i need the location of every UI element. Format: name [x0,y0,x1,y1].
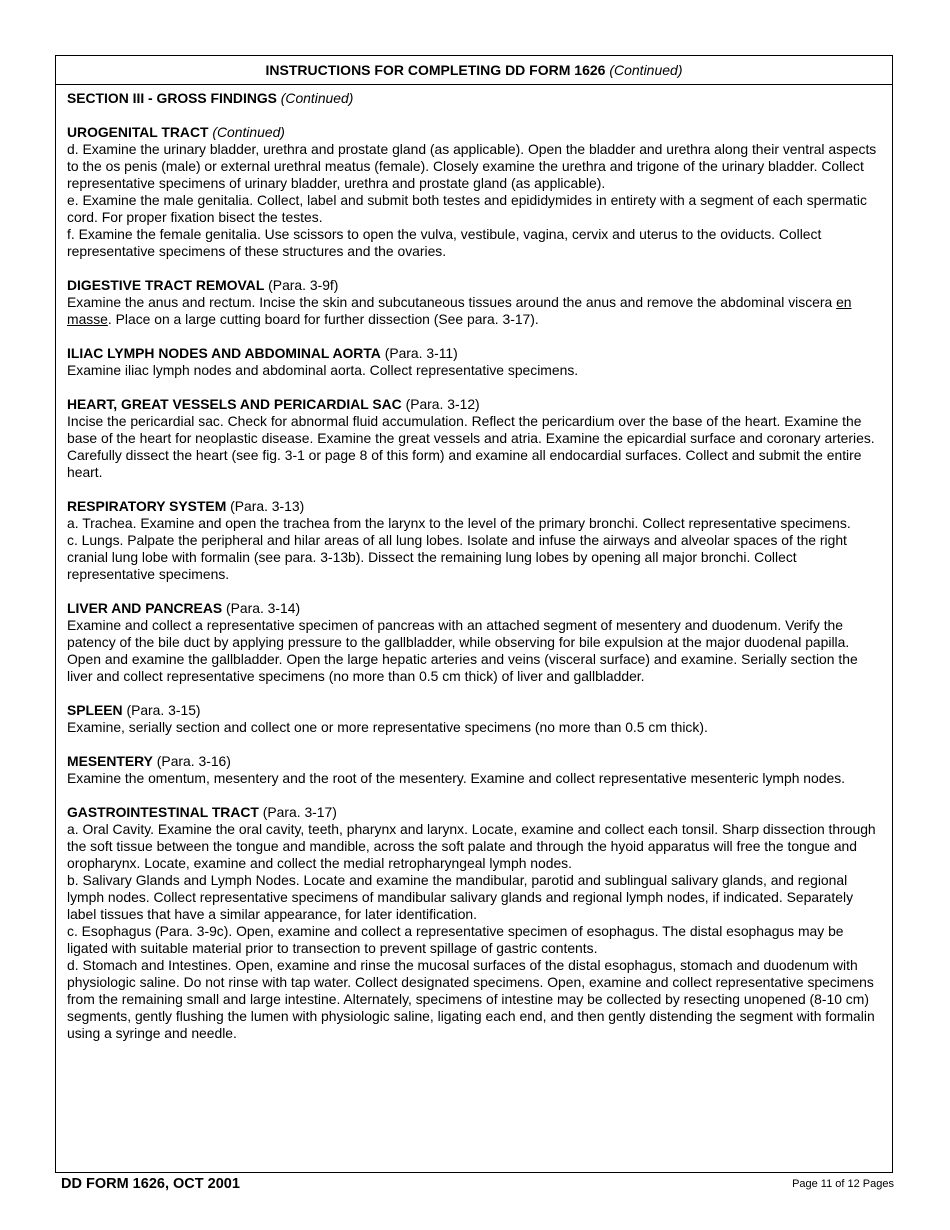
section-iliac [67,345,881,379]
gi-item-d: d. Stomach and Intestines. Open, examine and rinse the mucosal surfaces of the distal esophagus, stomach and duodenum with physiologic saline. Do not rinse with tap water. Collect designated specimens. Open, examine and collect representative specimens from the remaining small and large intestine. Alternately, specimens of intestine may be collected by resecting unopened (8-10 cm) segments, gently flushing the lumen with physiologic saline, ligating each end, and then gently distending the segment with formalin using a syringe and needle. [67,957,875,1041]
mesentery-title: MESENTERY [67,753,153,769]
heart-para: (Para. 3-12) [405,396,480,412]
section-urogenital [67,124,881,260]
spleen-title: SPLEEN [67,702,123,718]
liver-text: Examine and collect a representative specimen of pancreas with an attached segment of mesentery and duodenum. Verify the patency of the bile duct by applying pressure to the gallbladder, while observing for bile expulsion at the major duodenal papilla. Open and examine the gallbladder. Open the large hepatic arteries and veins (visceral surface) and examine. Serially section the liver and collect representative specimens (no more than 0.5 cm thick) of liver and gallbladder. [67,617,858,684]
urogenital-title: UROGENITAL TRACT [67,124,209,140]
iliac-text: Examine iliac lymph nodes and abdominal aorta. Collect representative specimens. [67,362,579,378]
gi-title: GASTROINTESTINAL TRACT [67,804,259,820]
gi-item-a: a. Oral Cavity. Examine the oral cavity, teeth, pharynx and larynx. Locate, examine and collect each tonsil. Sharp dissection through the soft tissue between the tongue and mandible, across the soft palate and through the hyoid apparatus will free the tongue and oropharynx. Locate, examine and collect the medial retropharyngeal lymph nodes. [67,821,876,871]
respiratory-title: RESPIRATORY SYSTEM [67,498,227,514]
digestive-text-after: . Place on a large cutting board for further dissection (See para. 3-17). [107,311,539,327]
digestive-title: DIGESTIVE TRACT REMOVAL [67,277,265,293]
form-title-continued: (Continued) [609,62,683,78]
form-id: DD FORM 1626, OCT 2001 [61,1176,240,1192]
gi-item-b: b. Salivary Glands and Lymph Nodes. Locate and examine the mandibular, parotid and sublingual salivary glands, and regional lymph nodes. Collect representative specimens of mandibular salivary glands and regional lymph nodes, if indicated. Separately label tissues that have a similar appearance, for later identification. [67,872,854,922]
form-title-text: INSTRUCTIONS FOR COMPLETING DD FORM 1626 [265,62,606,78]
urogenital-continued: (Continued) [212,124,285,140]
urogenital-item-e: e. Examine the male genitalia. Collect, label and submit both testes and epididymides in entirety with a segment of each spermatic cord. For proper fixation bisect the testes. [67,192,867,225]
section-mesentery [67,753,881,787]
iliac-title: ILIAC LYMPH NODES AND ABDOMINAL AORTA [67,345,381,361]
liver-para: (Para. 3-14) [225,600,301,616]
section-heart [67,396,881,481]
section-iii-heading [67,90,881,107]
mesentery-text: Examine the omentum, mesentery and the root of the mesentery. Examine and collect representative mesenteric lymph nodes. [67,770,846,786]
section-title: SECTION III - GROSS FINDINGS [67,90,277,106]
section-gi [67,804,881,1042]
gi-item-c: c. Esophagus (Para. 3-9c). Open, examine and collect a representative specimen of esophagus. The distal esophagus may be ligated with suitable material prior to transection to prevent spillage of gastric contents. [67,923,844,956]
respiratory-item-a: a. Trachea. Examine and open the trachea from the larynx to the level of the primary bronchi. Collect representative specimens. [67,515,851,531]
urogenital-item-f: f. Examine the female genitalia. Use scissors to open the vulva, vestibule, vagina, cervix and uterus to the oviducts. Collect representative specimens of these structures and the ovaries. [67,226,822,259]
section-digestive [67,277,881,328]
digestive-text-before: Examine the anus and rectum. Incise the skin and subcutaneous tissues around the anus and remove the abdominal viscera [67,294,837,310]
form-box [55,55,893,1173]
section-spleen [67,702,881,736]
heart-text: Incise the pericardial sac. Check for abnormal fluid accumulation. Reflect the pericardium over the base of the heart. Examine the base of the heart for neoplastic disease. Examine the great vessels and atria. Examine the epicardial surface and coronary arteries. Carefully dissect the heart (see fig. 3-1 or page 8 of this form) and examine all endocardial surfaces. Collect and submit the entire heart. [67,413,875,480]
digestive-text [67,294,881,328]
spleen-text: Examine, serially section and collect one or more representative specimens (no more than 0.5 cm thick). [67,719,708,735]
section-continued: (Continued) [280,90,354,106]
respiratory-para: (Para. 3-13) [230,498,305,514]
section-respiratory [67,498,881,583]
urogenital-item-d: d. Examine the urinary bladder, urethra and prostate gland (as applicable). Open the bladder and urethra along their ventral aspects to the os penis (male) or external urethral meatus (female). Closely examine the urethra and trigone of the urinary bladder. Collect representative specimens of urinary bladder, urethra and prostate gland (as applicable). [67,141,877,191]
heart-title: HEART, GREAT VESSELS AND PERICARDIAL SAC [67,396,402,412]
spleen-para: (Para. 3-15) [126,702,201,718]
respiratory-item-c: c. Lungs. Palpate the peripheral and hilar areas of all lung lobes. Isolate and infuse the airways and alveolar spaces of the right cranial lung lobe with formalin (see para. 3-13b). Dissect the remaining lung lobes by opening all major bronchi. Collect representative specimens. [67,532,847,582]
gi-para: (Para. 3-17) [262,804,337,820]
liver-title: LIVER AND PANCREAS [67,600,223,616]
page-number: Page 11 of 12 Pages [792,1178,894,1190]
digestive-underlined: en masse [67,294,852,327]
section-liver [67,600,881,685]
iliac-para: (Para. 3-11) [384,345,458,361]
form-content [56,85,892,1042]
digestive-para: (Para. 3-9f) [268,277,339,293]
mesentery-para: (Para. 3-16) [156,753,231,769]
form-title [56,56,892,85]
